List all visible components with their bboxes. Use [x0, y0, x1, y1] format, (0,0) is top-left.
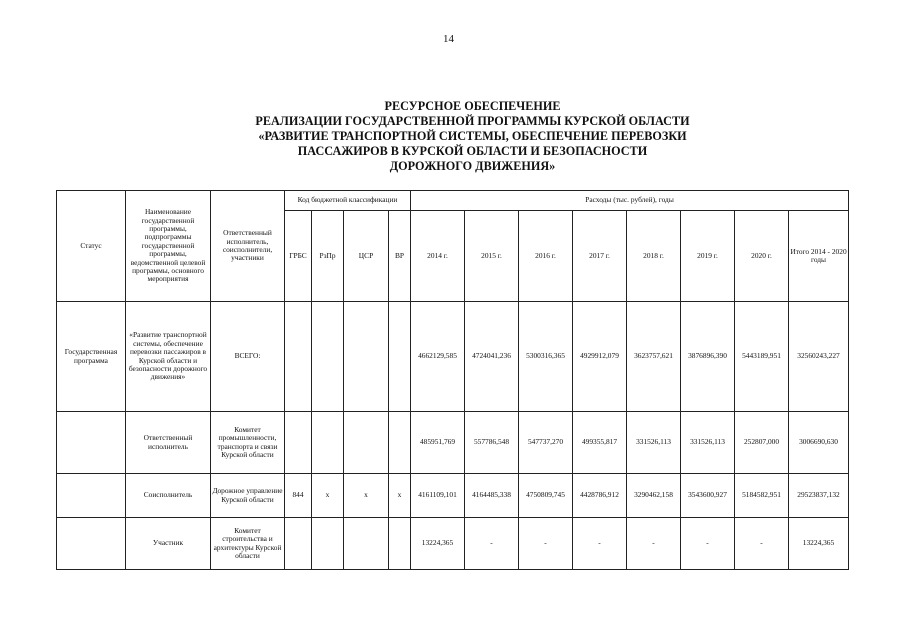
resource-table — [56, 190, 849, 570]
cell-csr — [344, 518, 389, 570]
cell-rzpr: х — [312, 474, 344, 518]
header-year-2014: 2014 г. — [411, 211, 465, 302]
cell-rzpr — [312, 518, 344, 570]
table-row — [57, 518, 849, 570]
cell-value-total: 3006690,630 — [789, 412, 849, 474]
cell-grbs — [285, 412, 312, 474]
cell-status: Государственная программа — [57, 302, 126, 412]
header-name: Наименование государственной программы, подпрограммы государственной программы, ведомственной целевой программы, основного мероприятия — [126, 191, 211, 302]
table-row — [57, 412, 849, 474]
cell-value-2016: 547737,270 — [519, 412, 573, 474]
cell-value-2014: 485951,769 — [411, 412, 465, 474]
cell-value-2019: - — [681, 518, 735, 570]
cell-value-2020: 5184582,951 — [735, 474, 789, 518]
cell-value-2016: 5300316,365 — [519, 302, 573, 412]
cell-csr — [344, 412, 389, 474]
cell-rzpr — [312, 302, 344, 412]
title-line: РЕСУРСНОЕ ОБЕСПЕЧЕНИЕ — [384, 99, 561, 113]
cell-value-2020: 5443189,951 — [735, 302, 789, 412]
cell-value-total: 32560243,227 — [789, 302, 849, 412]
cell-value-2018: 331526,113 — [627, 412, 681, 474]
cell-value-2018: 3623757,621 — [627, 302, 681, 412]
cell-value-2014: 13224,365 — [411, 518, 465, 570]
header-year-2019: 2019 г. — [681, 211, 735, 302]
cell-vr — [389, 302, 411, 412]
cell-vr: х — [389, 474, 411, 518]
header-expenses: Расходы (тыс. рублей), годы — [411, 191, 849, 211]
cell-value-2015: 557786,548 — [465, 412, 519, 474]
title-line: «РАЗВИТИЕ ТРАНСПОРТНОЙ СИСТЕМЫ, ОБЕСПЕЧЕНИЕ ПЕРЕВОЗКИ — [258, 129, 687, 143]
table-row — [57, 474, 849, 518]
cell-executor: Комитет строительства и архитектуры Курской области — [211, 518, 285, 570]
table-row — [57, 302, 849, 412]
cell-value-total: 13224,365 — [789, 518, 849, 570]
cell-name: Соисполнитель — [126, 474, 211, 518]
cell-value-2015: 4164485,338 — [465, 474, 519, 518]
cell-executor: Комитет промышленности, транспорта и связи Курской области — [211, 412, 285, 474]
cell-value-2016: - — [519, 518, 573, 570]
cell-rzpr — [312, 412, 344, 474]
cell-executor: ВСЕГО: — [211, 302, 285, 412]
cell-value-2014: 4161109,101 — [411, 474, 465, 518]
header-status: Статус — [57, 191, 126, 302]
cell-name: Ответственный исполнитель — [126, 412, 211, 474]
header-budget-code: Код бюджетной классификации — [285, 191, 411, 211]
document-title — [200, 99, 745, 174]
cell-status — [57, 474, 126, 518]
cell-grbs: 844 — [285, 474, 312, 518]
header-year-2017: 2017 г. — [573, 211, 627, 302]
header-year-2018: 2018 г. — [627, 211, 681, 302]
header-year-2015: 2015 г. — [465, 211, 519, 302]
cell-value-2017: - — [573, 518, 627, 570]
header-year-2016: 2016 г. — [519, 211, 573, 302]
cell-value-2015: 4724041,236 — [465, 302, 519, 412]
cell-executor: Дорожное управление Курской области — [211, 474, 285, 518]
title-line: ПАССАЖИРОВ В КУРСКОЙ ОБЛАСТИ И БЕЗОПАСНОСТИ — [297, 144, 648, 158]
cell-csr: х — [344, 474, 389, 518]
cell-csr — [344, 302, 389, 412]
title-line: ДОРОЖНОГО ДВИЖЕНИЯ» — [389, 159, 556, 173]
cell-status — [57, 412, 126, 474]
header-year-2020: 2020 г. — [735, 211, 789, 302]
header-total: Итого 2014 - 2020 годы — [789, 211, 849, 302]
cell-value-2016: 4750809,745 — [519, 474, 573, 518]
header-rzpr: РзПр — [312, 211, 344, 302]
cell-value-2019: 331526,113 — [681, 412, 735, 474]
cell-value-2017: 4929912,079 — [573, 302, 627, 412]
cell-grbs — [285, 302, 312, 412]
header-csr: ЦСР — [344, 211, 389, 302]
header-executor: Ответственный исполнитель, соисполнители, участники — [211, 191, 285, 302]
cell-value-2019: 3876896,390 — [681, 302, 735, 412]
header-vr: ВР — [389, 211, 411, 302]
cell-name: «Развитие транспортной системы, обеспечение перевозки пассажиров в Курской области и безопасности дорожного движения» — [126, 302, 211, 412]
cell-name: Участник — [126, 518, 211, 570]
cell-value-2014: 4662129,585 — [411, 302, 465, 412]
cell-value-2017: 4428786,912 — [573, 474, 627, 518]
cell-value-2020: 252807,000 — [735, 412, 789, 474]
cell-value-2015: - — [465, 518, 519, 570]
title-line: РЕАЛИЗАЦИИ ГОСУДАРСТВЕННОЙ ПРОГРАММЫ КУРСКОЙ ОБЛАСТИ — [255, 114, 690, 128]
page-number: 14 — [443, 33, 454, 45]
cell-value-2019: 3543600,927 — [681, 474, 735, 518]
cell-vr — [389, 518, 411, 570]
cell-value-2018: - — [627, 518, 681, 570]
cell-value-2017: 499355,817 — [573, 412, 627, 474]
cell-value-2018: 3290462,158 — [627, 474, 681, 518]
cell-status — [57, 518, 126, 570]
cell-vr — [389, 412, 411, 474]
header-grbs: ГРБС — [285, 211, 312, 302]
cell-grbs — [285, 518, 312, 570]
cell-value-total: 29523837,132 — [789, 474, 849, 518]
cell-value-2020: - — [735, 518, 789, 570]
